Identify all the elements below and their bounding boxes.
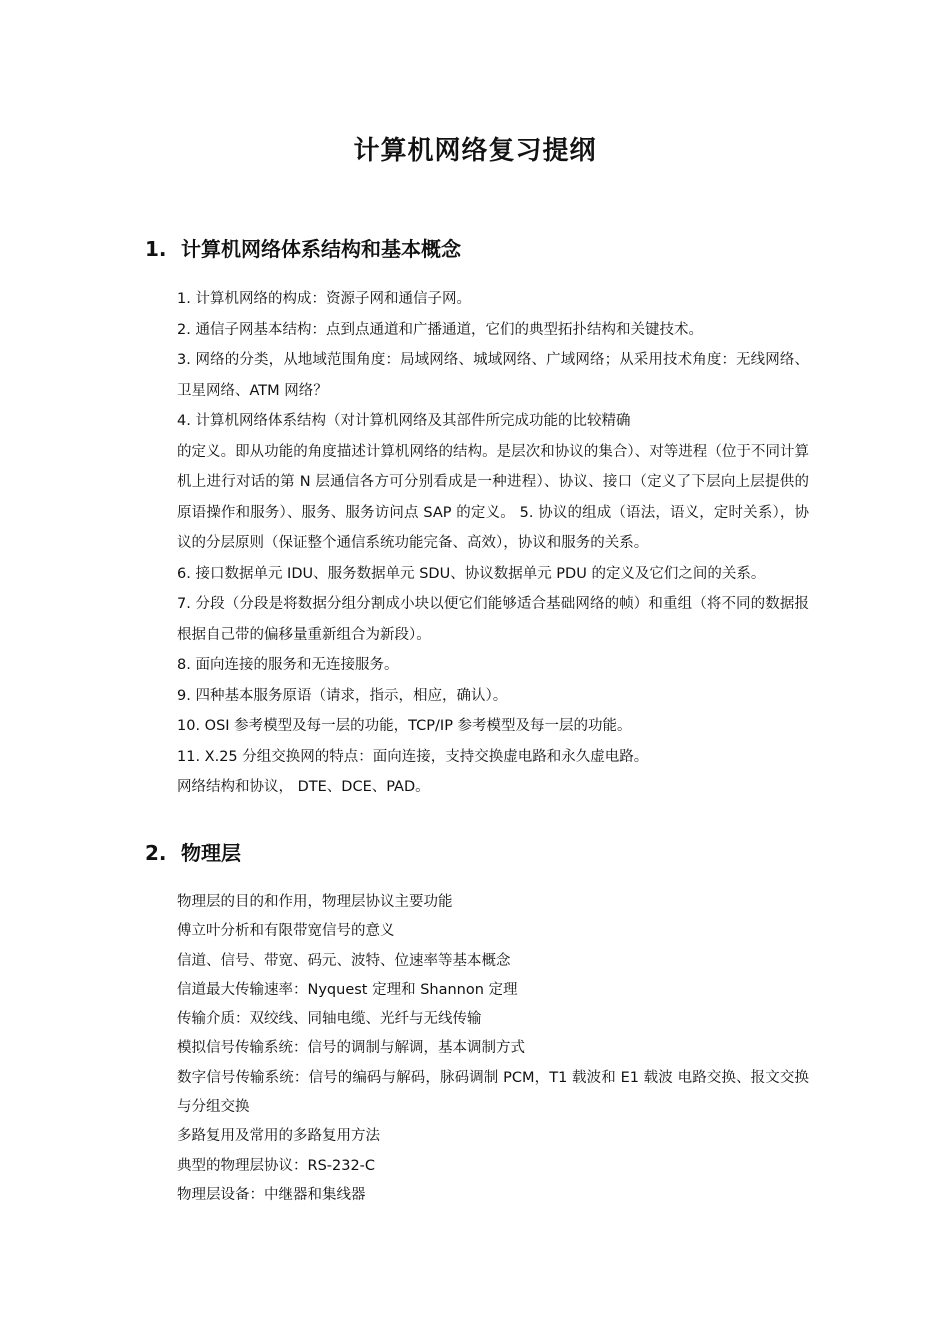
section-body-1 [177,284,809,803]
paragraph: 数字信号传输系统：信号的编码与解码，脉码调制 PCM，T1 载波和 E1 载波 电路交换、报文交换与分组交换 [177,1069,809,1116]
paragraph: 2. 通信子网基本结构：点到点通道和广播通道，它们的典型拓扑结构和关键技术。 [177,321,703,338]
paragraph: 1. 计算机网络的构成：资源子网和通信子网。 [177,291,471,307]
paragraph: 典型的物理层协议：RS-232-C [177,1157,376,1174]
paragraph: 信道最大传输速率：Nyquest 定理和 Shannon 定理 [177,981,518,998]
paragraph: 的定义。即从功能的角度描述计算机网络的结构。是层次和协议的集合）、对等进程（位于不同计算机上进行对话的第 N 层通信各方可分别看成是一种进程）、协议、接口（定义了下层向上层提供的原语操作和服务）、服务、服务访问点 SAP 的定义。 5. 协议的组成（语法，语义，定时关系），协议的分层原则（保证整个通信系统功能完备、高效），协议和服务的关系。 [177,443,809,551]
paragraph: 8. 面向连接的服务和无连接服务。 [177,657,399,673]
section-title: 计算机网络体系结构和基本概念 [181,237,461,261]
paragraph: 传输介质：双绞线、同轴电缆、光纤与无线传输 [177,1011,482,1028]
paragraph: 模拟信号传输系统：信号的调制与解调，基本调制方式 [177,1040,525,1057]
paragraph: 7. 分段（分段是将数据分组分割成小块以便它们能够适合基础网络的帧）和重组（将不同的数据报根据自己带的偏移量重新组合为新段）。 [177,596,809,643]
paragraph: 信道、信号、带宽、码元、波特、位速率等基本概念 [177,952,511,969]
paragraph: 9. 四种基本服务原语（请求，指示，相应，确认）。 [177,687,508,704]
paragraph: 傅立叶分析和有限带宽信号的意义 [177,923,395,940]
paragraph: 10. OSI 参考模型及每一层的功能，TCP/IP 参考模型及每一层的功能。 [177,718,632,734]
paragraph: 物理层的目的和作用，物理层协议主要功能 [177,894,453,910]
section-number: 1. [145,237,167,261]
paragraph: 多路复用及常用的多路复用方法 [177,1128,380,1145]
section-body-2 [177,888,809,1210]
section-heading-2 [145,837,241,866]
paragraph: 11. X.25 分组交换网的特点：面向连接，支持交换虚电路和永久虚电路。 [177,748,649,765]
paragraph: 网络结构和协议， DTE、DCE、PAD。 [177,779,430,795]
paragraph: 6. 接口数据单元 IDU、服务数据单元 SDU、协议数据单元 PDU 的定义及它们之间的关系。 [177,565,766,582]
paragraph: 物理层设备：中继器和集线器 [177,1186,366,1203]
page-title: 计算机网络复习提纲 [353,136,597,166]
paragraph: 4. 计算机网络体系结构（对计算机网络及其部件所完成功能的比较精确 [177,413,631,429]
section-number: 2. [145,841,167,865]
section-title: 物理层 [181,841,241,865]
paragraph: 3. 网络的分类，从地域范围角度：局域网络、城域网络、广域网络；从采用技术角度：无线网络、卫星网络、ATM 网络？ [177,352,809,399]
section-heading-1 [145,233,461,262]
